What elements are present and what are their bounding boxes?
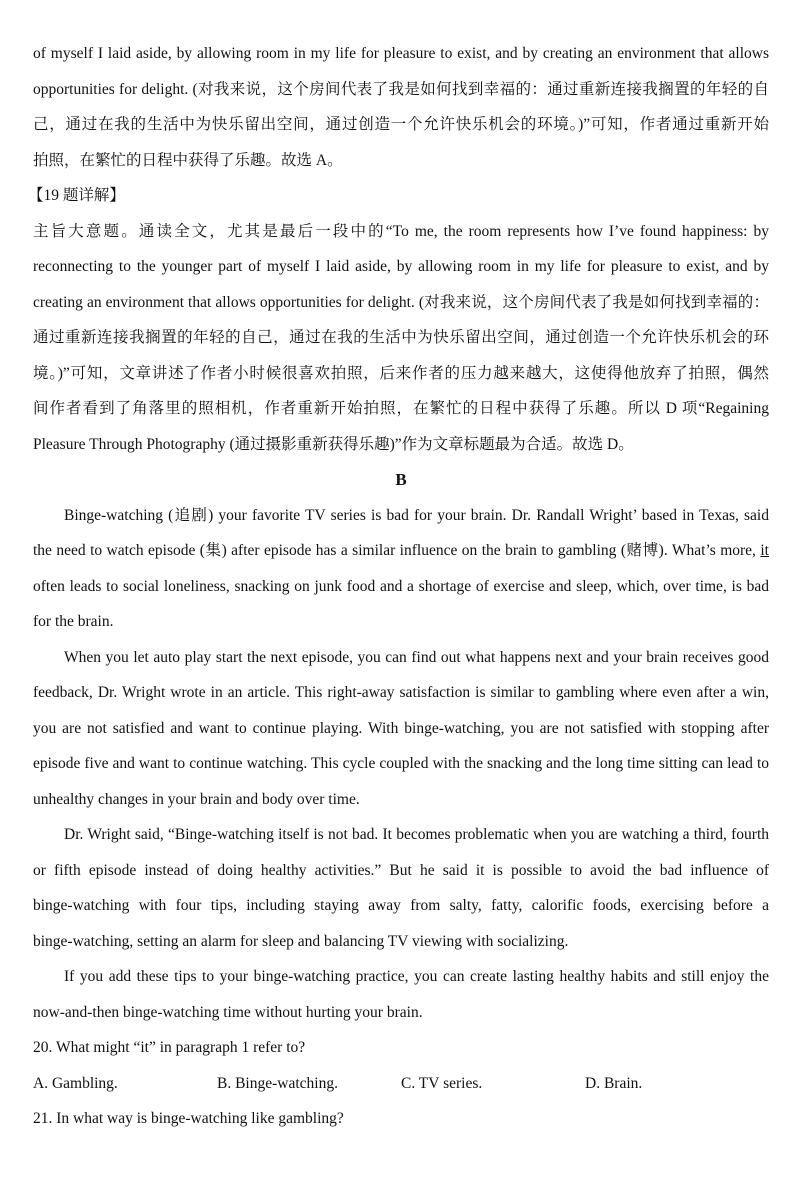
passage-p2-line: episode five and want to continue watching. This cycle coupled with the snacking and the long time sitting can lead to — [33, 755, 769, 772]
answer-text-line: 己，通过在我的生活中为快乐留出空间，通过创造一个允许快乐机会的环境。)”可知，作者通过重新开始 — [33, 116, 769, 133]
q19-text-line: Pleasure Through Photography (通过摄影重新获得乐趣)”作为文章标题最为合适。故选 D。 — [33, 436, 634, 453]
passage-p2-line: feedback, Dr. Wright wrote in an article. This right-away satisfaction is similar to gambling where even after a win, — [33, 684, 769, 701]
q19-text-line: 通过重新连接我搁置的年轻的自己，通过在我的生活中为快乐留出空间，通过创造一个允许快乐机会的环 — [33, 329, 769, 346]
passage-p1-text: the need to watch episode (集) after episode has a similar influence on the brain to gambling (赌博). What’s more, — [33, 542, 761, 559]
question-21-stem: 21. In what way is binge-watching like gambling? — [33, 1110, 344, 1127]
question-20-option-a[interactable]: A. Gambling. — [33, 1075, 118, 1092]
passage-p2-line: unhealthy changes in your brain and body over time. — [33, 791, 360, 808]
answer-text-line: 拍照，在繁忙的日程中获得了乐趣。故选 A。 — [33, 152, 343, 169]
passage-p1-line: for the brain. — [33, 613, 114, 630]
passage-p3-line: Dr. Wright said, “Binge-watching itself is not bad. It becomes problematic when you are watching a third, fourth — [64, 826, 769, 843]
question-20-stem: 20. What might “it” in paragraph 1 refer to? — [33, 1039, 306, 1056]
answer-text-line: opportunities for delight. (对我来说，这个房间代表了我是如何找到幸福的：通过重新连接我搁置的年轻的自 — [33, 81, 769, 98]
passage-p4-line: If you add these tips to your binge-watching practice, you can create lasting healthy habits and still enjoy the — [64, 968, 769, 985]
question-20-option-c[interactable]: C. TV series. — [401, 1075, 483, 1092]
passage-p1-line — [33, 540, 769, 562]
q19-text-line: 境。)”可知，文章讲述了作者小时候很喜欢拍照，后来作者的压力越来越大，这使得他放弃了拍照，偶然 — [33, 365, 769, 382]
passage-p3-line: binge-watching with four tips, including staying away from salty, fatty, calorific foods, exercising before a — [33, 897, 769, 914]
q19-heading: 【19 题详解】 — [28, 187, 125, 204]
underlined-it: it — [760, 542, 769, 559]
question-20-option-b[interactable]: B. Binge-watching. — [217, 1075, 338, 1092]
passage-p1-line: Binge-watching (追剧) your favorite TV series is bad for your brain. Dr. Randall Wright’ based in Texas, said — [64, 507, 769, 524]
passage-p2-line: you are not satisfied and want to continue playing. With binge-watching, you are not satisfied with stopping after — [33, 720, 769, 737]
q19-text-line: 间作者看到了角落里的照相机，作者重新开始拍照，在繁忙的日程中获得了乐趣。所以 D 项“Regaining — [33, 400, 769, 417]
section-title: B — [395, 470, 407, 489]
passage-p2-line: When you let auto play start the next episode, you can find out what happens next and your brain receives good — [64, 649, 769, 666]
q19-text-line: 主旨大意题。通读全文，尤其是最后一段中的“To me, the room represents how I’ve found happiness: by — [33, 223, 769, 240]
question-20-option-d[interactable]: D. Brain. — [585, 1075, 643, 1092]
passage-p3-line: binge-watching, setting an alarm for sleep and balancing TV viewing with socializing. — [33, 933, 569, 950]
passage-p3-line: or fifth episode instead of doing healthy activities.” But he said it is possible to avoid the bad influence of — [33, 862, 769, 879]
q19-text-line: creating an environment that allows opportunities for delight. (对我来说，这个房间代表了我是如何找到幸福的： — [33, 294, 769, 311]
answer-text-line: of myself I laid aside, by allowing room in my life for pleasure to exist, and by creating an environment that allows — [33, 45, 769, 62]
q19-text-line: reconnecting to the younger part of myself I laid aside, by allowing room in my life for pleasure to exist, and by — [33, 258, 769, 275]
passage-p4-line: now-and-then binge-watching time without hurting your brain. — [33, 1004, 423, 1021]
passage-p1-line: often leads to social loneliness, snacking on junk food and a shortage of exercise and sleep, which, over time, is bad — [33, 578, 769, 595]
